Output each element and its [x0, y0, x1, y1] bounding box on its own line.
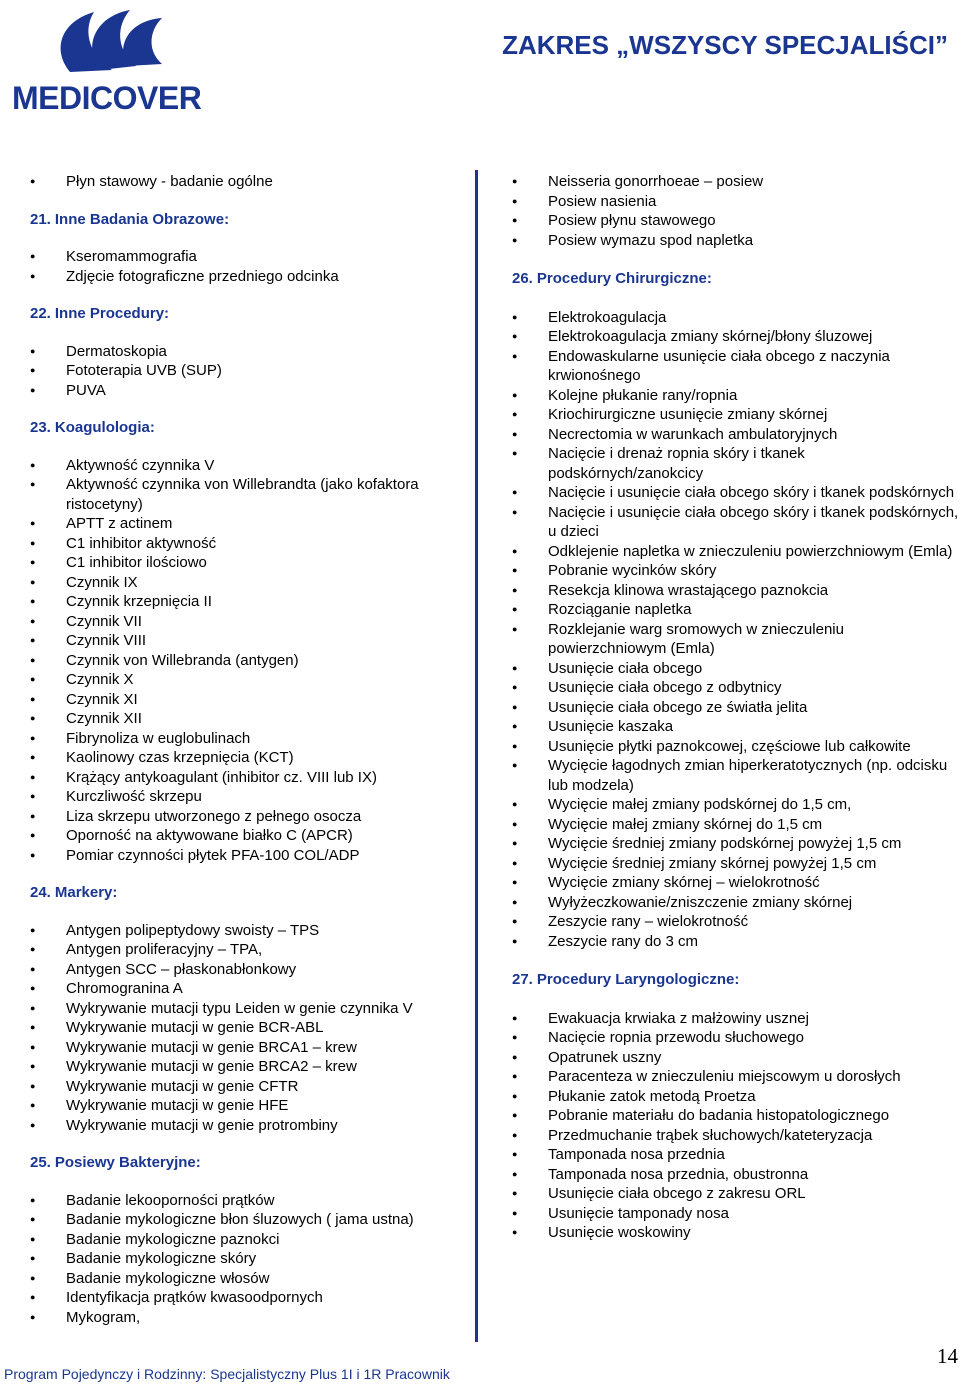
list-item: ● Nacięcie i usunięcie ciała obcego skóry i tkanek podskórnych, u dzieci: [512, 503, 960, 542]
spacer: [512, 951, 960, 970]
list-item: ● Tamponada nosa przednia, obustronna: [512, 1165, 960, 1185]
section-number: 25.: [30, 1154, 51, 1171]
list-item: ● Usunięcie tamponady nosa: [512, 1204, 960, 1224]
section-number: 24.: [30, 884, 51, 901]
list-item: ● Neisseria gonorrhoeae – posiew: [512, 172, 960, 192]
medicover-emblem-icon: [12, 4, 212, 80]
list-item: ● Chromogranina A: [30, 979, 472, 999]
section-title: [30, 1153, 472, 1173]
list-item: ● Usunięcie płytki paznokcowej, częściowe lub całkowite: [512, 737, 960, 757]
list-item: ● Wycięcie średniej zmiany podskórnej powyżej 1,5 cm: [512, 834, 960, 854]
list-item: ● Wykrywanie mutacji w genie HFE: [30, 1096, 472, 1116]
footer-program-text: Program Pojedynczy i Rodzinny: Specjalistyczny Plus 1I i 1R Pracownik: [4, 1366, 450, 1382]
list-item: ● Czynnik VIII: [30, 631, 472, 651]
right-column: [512, 172, 960, 1243]
section-number: 27.: [512, 971, 533, 988]
list-item: ● Płyn stawowy - badanie ogólne: [30, 172, 472, 192]
list-item: ● Nacięcie ropnia przewodu słuchowego: [512, 1028, 960, 1048]
list-item: ● Zeszycie rany do 3 cm: [512, 932, 960, 952]
spacer: [30, 192, 472, 210]
list-item: ● Badanie mykologiczne błon śluzowych ( jama ustna): [30, 1210, 472, 1230]
list-item: ● C1 inhibitor aktywność: [30, 534, 472, 554]
list-item: ● Czynnik X: [30, 670, 472, 690]
spacer: [30, 438, 472, 456]
spacer: [30, 324, 472, 342]
list-item: ● Wykrywanie mutacji typu Leiden w genie czynnika V: [30, 999, 472, 1019]
list-item: ● Liza skrzepu utworzonego z pełnego osocza: [30, 807, 472, 827]
list-item: ● Usunięcie ciała obcego z odbytnicy: [512, 678, 960, 698]
list-item: ● Płukanie zatok metodą Proetza: [512, 1087, 960, 1107]
list-item: ● Wykrywanie mutacji w genie BRCA2 – krew: [30, 1057, 472, 1077]
list-item: ● Usunięcie ciała obcego: [512, 659, 960, 679]
list-item: ● Badanie mykologiczne paznokci: [30, 1230, 472, 1250]
list-item: ● Tamponada nosa przednia: [512, 1145, 960, 1165]
list-item: ● Badanie lekooporności prątków: [30, 1191, 472, 1211]
list-item: ● Wyłyżeczkowanie/zniszczenie zmiany skórnej: [512, 893, 960, 913]
list-item: ● Czynnik von Willebranda (antygen): [30, 651, 472, 671]
medicover-logo: [12, 4, 212, 116]
list-item: ● Kurczliwość skrzepu: [30, 787, 472, 807]
list-item: ● Odklejenie napletka w znieczuleniu powierzchniowym (Emla): [512, 542, 960, 562]
left-column: [30, 172, 472, 1327]
list-item: ● Identyfikacja prątków kwasoodpornych: [30, 1288, 472, 1308]
logo-wordmark: MEDICOVER: [12, 80, 202, 116]
section-title: [512, 970, 960, 990]
list-item: ● Usunięcie ciała obcego z zakresu ORL: [512, 1184, 960, 1204]
list-item: ● Czynnik IX: [30, 573, 472, 593]
list-item: ● Usunięcie kaszaka: [512, 717, 960, 737]
list-item: ● Resekcja klinowa wrastającego paznokcia: [512, 581, 960, 601]
section-title: [30, 883, 472, 903]
spacer: [30, 400, 472, 418]
list-item: ● Aktywność czynnika V: [30, 456, 472, 476]
list-item: ● Opatrunek uszny: [512, 1048, 960, 1068]
bullet-list: [512, 1009, 960, 1243]
bullet-list: [512, 172, 960, 250]
page-title: ZAKRES „WSZYSCY SPECJALIŚCI”: [502, 30, 948, 60]
list-item: ● Pomiar czynności płytek PFA-100 COL/ADP: [30, 846, 472, 866]
list-item: ● Fibrynoliza w euglobulinach: [30, 729, 472, 749]
section-title: [512, 269, 960, 289]
bullet-list: [30, 342, 472, 401]
list-item: ● Wykrywanie mutacji w genie BCR-ABL: [30, 1018, 472, 1038]
list-item: ● Czynnik XII: [30, 709, 472, 729]
list-item: ● Paracenteza w znieczuleniu miejscowym u dorosłych: [512, 1067, 960, 1087]
list-item: ● Badanie mykologiczne włosów: [30, 1269, 472, 1289]
section-title-text: Inne Badania Obrazowe:: [54, 210, 230, 228]
spacer: [30, 286, 472, 304]
section-number: 23.: [30, 419, 51, 436]
list-item: ● Zdjęcie fotograficzne przedniego odcinka: [30, 267, 472, 287]
spacer: [30, 1173, 472, 1191]
bullet-list: [30, 172, 472, 192]
section-title-text: Procedury Laryngologiczne:: [536, 971, 740, 988]
list-item: ● Antygen proliferacyjny – TPA,: [30, 940, 472, 960]
list-item: ● Wycięcie zmiany skórnej – wielokrotność: [512, 873, 960, 893]
section-title: [30, 210, 472, 230]
list-item: ● Wykrywanie mutacji w genie CFTR: [30, 1077, 472, 1097]
list-item: ● Elektrokoagulacja zmiany skórnej/błony śluzowej: [512, 327, 960, 347]
bullet-list: [30, 1191, 472, 1328]
list-item: ● Aktywność czynnika von Willebrandta (jako kofaktora ristocetyny): [30, 475, 472, 514]
section-title-text: Procedury Chirurgiczne:: [536, 270, 712, 287]
list-item: ● Posiew nasienia: [512, 192, 960, 212]
list-item: ● Krążący antykoagulant (inhibitor cz. VIII lub IX): [30, 768, 472, 788]
section-title: [30, 304, 472, 324]
list-item: ● Kaolinowy czas krzepnięcia (KCT): [30, 748, 472, 768]
section-number: 21.: [30, 210, 51, 228]
section-title-text: Posiewy Bakteryjne:: [54, 1154, 201, 1171]
list-item: ● Usunięcie ciała obcego ze światła jelita: [512, 698, 960, 718]
section-title-text: Markery:: [54, 884, 118, 901]
list-item: ● C1 inhibitor ilościowo: [30, 553, 472, 573]
list-item: ● Elektrokoagulacja: [512, 308, 960, 328]
list-item: ● Pobranie materiału do badania histopatologicznego: [512, 1106, 960, 1126]
list-item: ● Czynnik krzepnięcia II: [30, 592, 472, 612]
list-item: ● APTT z actinem: [30, 514, 472, 534]
list-item: ● Endowaskularne usunięcie ciała obcego z naczynia krwionośnego: [512, 347, 960, 386]
list-item: ● Wykrywanie mutacji w genie protrombiny: [30, 1116, 472, 1136]
list-item: ● PUVA: [30, 381, 472, 401]
spacer: [30, 865, 472, 883]
list-item: ● Wycięcie małej zmiany podskórnej do 1,5 cm,: [512, 795, 960, 815]
list-item: ● Kolejne płukanie rany/ropnia: [512, 386, 960, 406]
bullet-list: [30, 456, 472, 866]
list-item: ● Czynnik XI: [30, 690, 472, 710]
list-item: ● Antygen SCC – płaskonabłonkowy: [30, 960, 472, 980]
bullet-list: [512, 308, 960, 952]
section-title-text: Inne Procedury:: [54, 305, 170, 322]
section-title: [30, 418, 472, 438]
list-item: ● Wycięcie średniej zmiany skórnej powyżej 1,5 cm: [512, 854, 960, 874]
page-number: 14: [937, 1344, 958, 1368]
section-number: 22.: [30, 305, 51, 322]
list-item: ● Przedmuchanie trąbek słuchowych/kateteryzacja: [512, 1126, 960, 1146]
list-item: ● Dermatoskopia: [30, 342, 472, 362]
list-item: ● Antygen polipeptydowy swoisty – TPS: [30, 921, 472, 941]
list-item: ● Posiew płynu stawowego: [512, 211, 960, 231]
list-item: ● Badanie mykologiczne skóry: [30, 1249, 472, 1269]
list-item: ● Czynnik VII: [30, 612, 472, 632]
list-item: ● Rozciąganie napletka: [512, 600, 960, 620]
spacer: [512, 289, 960, 308]
list-item: ● Nacięcie i drenaż ropnia skóry i tkanek podskórnych/zanokcicy: [512, 444, 960, 483]
section-title-text: Koagulologia:: [54, 419, 155, 436]
list-item: ● Kseromammografia: [30, 247, 472, 267]
list-item: ● Ewakuacja krwiaka z małżowiny usznej: [512, 1009, 960, 1029]
list-item: ● Kriochirurgiczne usunięcie zmiany skórnej: [512, 405, 960, 425]
list-item: ● Oporność na aktywowane białko C (APCR): [30, 826, 472, 846]
spacer: [512, 250, 960, 269]
list-item: ● Posiew wymazu spod napletka: [512, 231, 960, 251]
spacer: [30, 1135, 472, 1153]
list-item: ● Rozklejanie warg sromowych w znieczuleniu powierzchniowym (Emla): [512, 620, 960, 659]
column-divider: [475, 170, 478, 1342]
list-item: ● Wycięcie małej zmiany skórnej do 1,5 cm: [512, 815, 960, 835]
bullet-list: [30, 921, 472, 1136]
list-item: ● Zeszycie rany – wielokrotność: [512, 912, 960, 932]
spacer: [30, 229, 472, 247]
list-item: ● Nacięcie i usunięcie ciała obcego skóry i tkanek podskórnych: [512, 483, 960, 503]
list-item: ● Mykogram,: [30, 1308, 472, 1328]
list-item: ● Necrectomia w warunkach ambulatoryjnych: [512, 425, 960, 445]
list-item: ● Wycięcie łagodnych zmian hiperkeratotycznych (np. odcisku lub modzela): [512, 756, 960, 795]
list-item: ● Wykrywanie mutacji w genie BRCA1 – krew: [30, 1038, 472, 1058]
bullet-list: [30, 247, 472, 286]
spacer: [30, 903, 472, 921]
list-item: ● Pobranie wycinków skóry: [512, 561, 960, 581]
section-number: 26.: [512, 270, 533, 287]
list-item: ● Usunięcie woskowiny: [512, 1223, 960, 1243]
spacer: [512, 990, 960, 1009]
list-item: ● Fototerapia UVB (SUP): [30, 361, 472, 381]
